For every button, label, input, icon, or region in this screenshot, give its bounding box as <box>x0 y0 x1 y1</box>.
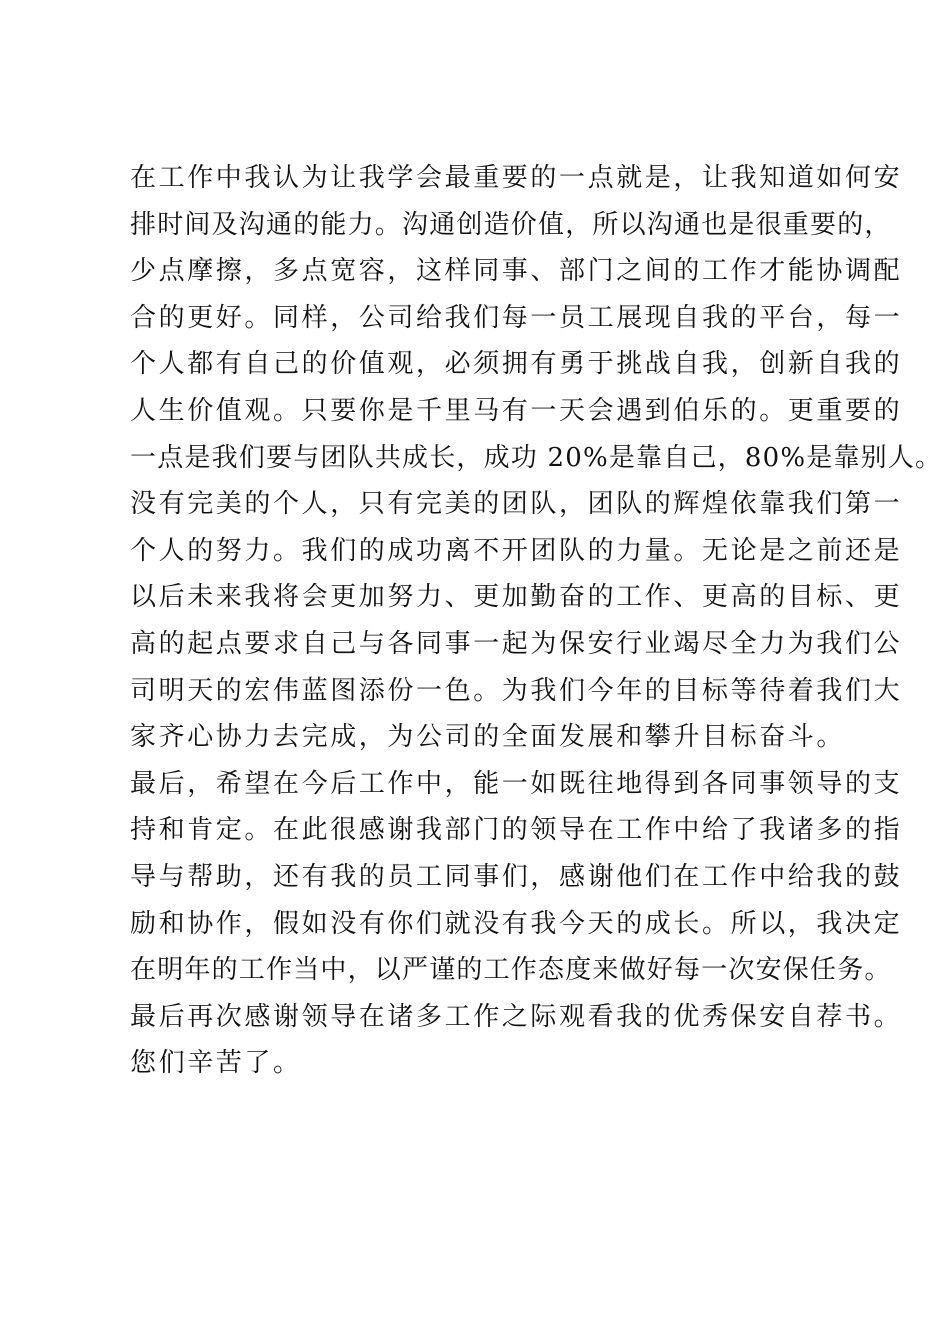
text-line: 在明年的工作当中，以严谨的工作态度来做好每一次安保任务。 <box>130 955 892 986</box>
text-line: 励和协作，假如没有你们就没有我今天的成长。所以，我决定 <box>130 908 903 939</box>
text-line: 最后再次感谢领导在诸多工作之际观看我的优秀保安自荐书。 <box>130 1001 903 1032</box>
text-line: 个人的努力。我们的成功离不开团队的力量。无论是之前还是 <box>130 535 903 566</box>
text-line: 家齐心协力去完成，为公司的全面发展和攀升目标奋斗。 <box>130 722 846 753</box>
text-line: 人生价值观。只要你是千里马有一天会遇到伯乐的。更重要的 <box>130 395 903 426</box>
text-line: 少点摩擦，多点宽容，这样同事、部门之间的工作才能协调配 <box>130 256 903 287</box>
text-line: 导与帮助，还有我的员工同事们，感谢他们在工作中给我的鼓 <box>130 861 903 892</box>
text-line: 一点是我们要与团队共成长，成功 20%是靠自己，80%是靠别人。 <box>130 442 943 473</box>
text-line: 合的更好。同样，公司给我们每一员工展现自我的平台，每一 <box>130 302 903 333</box>
text-line: 个人都有自己的价值观，必须拥有勇于挑战自我，创新自我的 <box>130 349 903 380</box>
text-line: 以后未来我将会更加努力、更加勤奋的工作、更高的目标、更 <box>130 582 903 613</box>
text-line: 高的起点要求自己与各同事一起为保安行业竭尽全力为我们公 <box>130 628 903 659</box>
text-line: 您们辛苦了。 <box>130 1048 302 1079</box>
text-line: 没有完美的个人，只有完美的团队，团队的辉煌依靠我们第一 <box>130 489 903 520</box>
text-line: 在工作中我认为让我学会最重要的一点就是，让我知道如何安 <box>130 163 903 193</box>
text-line: 司明天的宏伟蓝图添份一色。为我们今年的目标等待着我们大 <box>130 675 903 706</box>
text-line: 持和肯定。在此很感谢我部门的领导在工作中给了我诸多的指 <box>130 815 903 846</box>
body-text <box>130 155 943 1087</box>
text-line: 排时间及沟通的能力。沟通创造价值，所以沟通也是很重要的， <box>130 209 892 240</box>
text-line: 最后，希望在今后工作中，能一如既往地得到各同事领导的支 <box>130 768 903 799</box>
